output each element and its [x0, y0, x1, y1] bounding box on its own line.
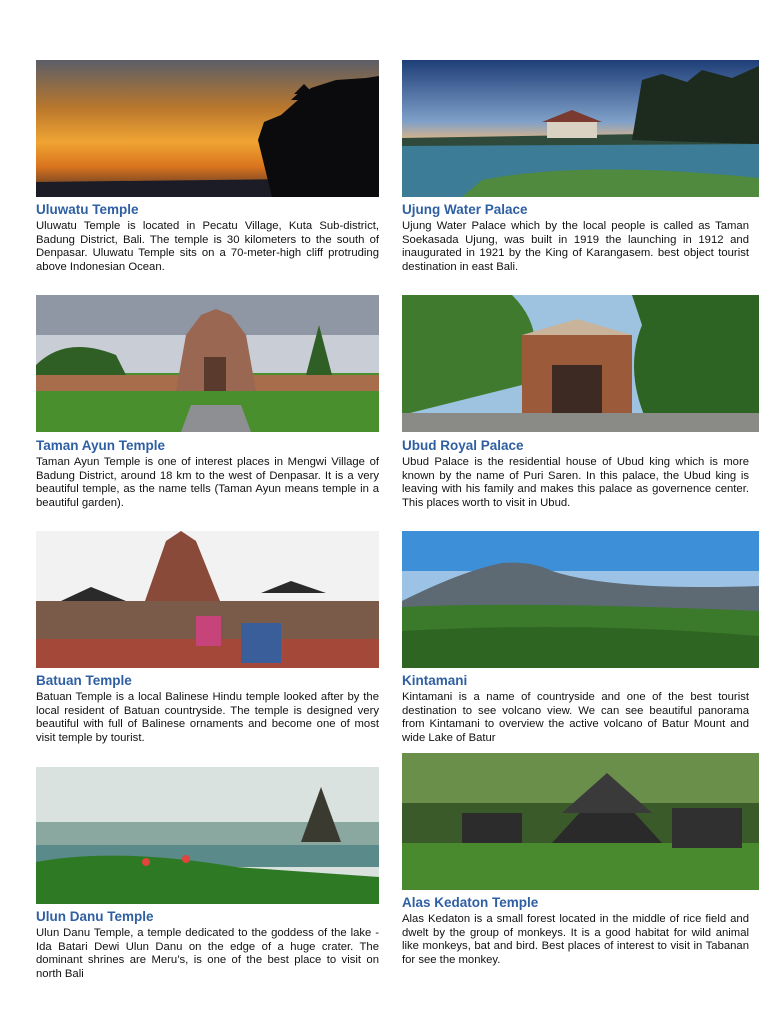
ulun-danu-photo [36, 767, 379, 904]
batuan-photo [36, 531, 379, 668]
kintamani-description: Kintamani is a name of countryside and one of the best tourist destination to see volcano view. We can see beautiful panorama from Kintamani to overview the active volcano of Batur Mount and wide Lake of Batur [402, 691, 749, 744]
kintamani-photo [402, 531, 759, 668]
kintamani-title: Kintamani [402, 673, 468, 688]
alas-kedaton-photo [402, 753, 759, 890]
taman-ayun-title: Taman Ayun Temple [36, 438, 166, 453]
taman-ayun-description: Taman Ayun Temple is one of interest places in Mengwi Village of Badung District, around 18 km to the west of Denpasar. It is a very beautiful temple, as the name tells (Taman Ayun means temple in a beautiful garden). [36, 456, 379, 509]
ujung-photo [402, 60, 759, 197]
ujung-title: Ujung Water Palace [402, 202, 528, 217]
uluwatu-photo [36, 60, 379, 197]
batuan-description: Batuan Temple is a local Balinese Hindu temple looked after by the local resident of Batuan countryside. The temple is designed very beautiful with full of Balinese ornaments and become one of most visit temple by tourist. [36, 691, 379, 744]
ulun-danu-description: Ulun Danu Temple, a temple dedicated to the goddess of the lake - Ida Batari Dewi Ulun Danu on the edge of a huge crater. The dominant shrines are Meru’s, is one of the best place to visit on north Bali [36, 927, 379, 980]
ubud-description: Ubud Palace is the residential house of Ubud king which is more known by the name of Puri Saren. In this palace, the Ubud king is leaving with his family and makes this palace as governence center. This places worth to visit in Ubud. [402, 456, 749, 509]
ujung-description: Ujung Water Palace which by the local people is called as Taman Soekasada Ujung, was built in 1919 the launching in 1912 and inaugurated in 1921 by the King of Karangasem. best object tourist destination in east Bali. [402, 220, 749, 273]
alas-kedaton-title: Alas Kedaton Temple [402, 895, 539, 910]
uluwatu-description: Uluwatu Temple is located in Pecatu Village, Kuta Sub-district, Badung District, Bali. The temple is 30 kilometers to the south of Denpasar. Uluwatu Temple sits on a 70-meter-high cliff protruding above Indonesian Ocean. [36, 220, 379, 273]
taman-ayun-photo [36, 295, 379, 432]
ubud-photo [402, 295, 759, 432]
batuan-title: Batuan Temple [36, 673, 132, 688]
ulun-danu-title: Ulun Danu Temple [36, 909, 154, 924]
alas-kedaton-description: Alas Kedaton is a small forest located in the middle of rice field and dwelt by the group of monkeys. It is a good habitat for wild animal like monkeys, bat and bird. Best places of interest to visit in Tabanan for see the monkey. [402, 913, 749, 966]
ubud-title: Ubud Royal Palace [402, 438, 524, 453]
uluwatu-title: Uluwatu Temple [36, 202, 139, 217]
